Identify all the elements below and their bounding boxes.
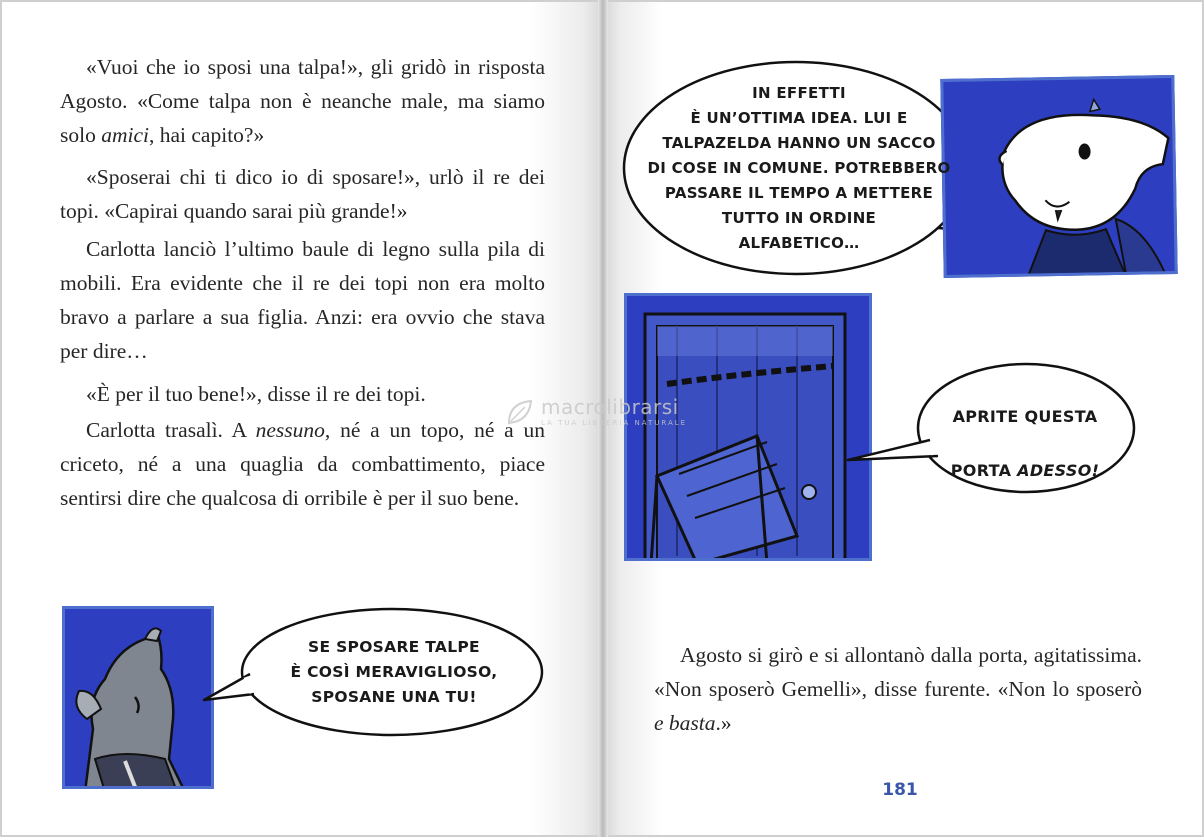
speech-text: SE SPOSARE TALPE È COSÌ MERAVIGLIOSO, SPOSANE UNA TU! [290,637,498,706]
watermark-subtext: LA TUA LIBRERIA NATURALE [541,419,688,427]
speech-bubble-left [202,604,550,740]
paragraph: Agosto si girò e si allontanò dalla porta, agitatissima. «Non sposerò Gemelli», disse furente. «Non lo sposerò e basta.» [654,643,1142,735]
speech-text: IN EFFETTI È UN’OTTIMA IDEA. LUI E TALPAZELDA HANNO UN SACCO DI COSE IN COMUNE. POTREBBERO PASSARE IL TEMPO A METTERE TUTTO IN ORDINE ALFABETICO… [647,83,951,252]
leaf-logo-icon [505,397,535,427]
speech-text [951,376,1099,484]
comic-panel-mole [940,75,1177,278]
paragraph: Carlotta trasalì. A nessuno, né a un topo, né a un criceto, né a una quaglia da combattimento, piace sentirsi dire che qualcosa di orribile è per il suo bene. [60,418,545,510]
mole-illustration [943,78,1177,278]
speech-emphasis: ADESSO! [1017,461,1100,480]
speech-bubble-middle [846,358,1142,502]
speech-bubble-top [618,56,1000,280]
page-number: 181 [882,780,918,800]
watermark [505,395,765,435]
paragraph: «È per il tuo bene!», disse il re dei topi. [86,382,426,406]
mouse-illustration [65,609,214,789]
paragraph: Carlotta lanciò l’ultimo baule di legno sulla pila di mobili. Era evidente che il re dei topi non era molto bravo a parlare a sua figlia. Anzi: era ovvio che stava per dire… [60,237,545,363]
speech-line: PORTA [950,461,1018,480]
watermark-text: macrolibrarsi [541,395,679,419]
comic-panel-mouse [62,606,214,789]
speech-line: APRITE QUESTA [952,407,1098,426]
paragraph: «Vuoi che io sposi una talpa!», gli gridò in risposta Agosto. «Come talpa non è neanche male, ma siamo solo amici, hai capito?» [60,55,545,147]
paragraph: «Sposerai chi ti dico io di sposare!», urlò il re dei topi. «Capirai quando sarai più grande!» [60,165,545,223]
